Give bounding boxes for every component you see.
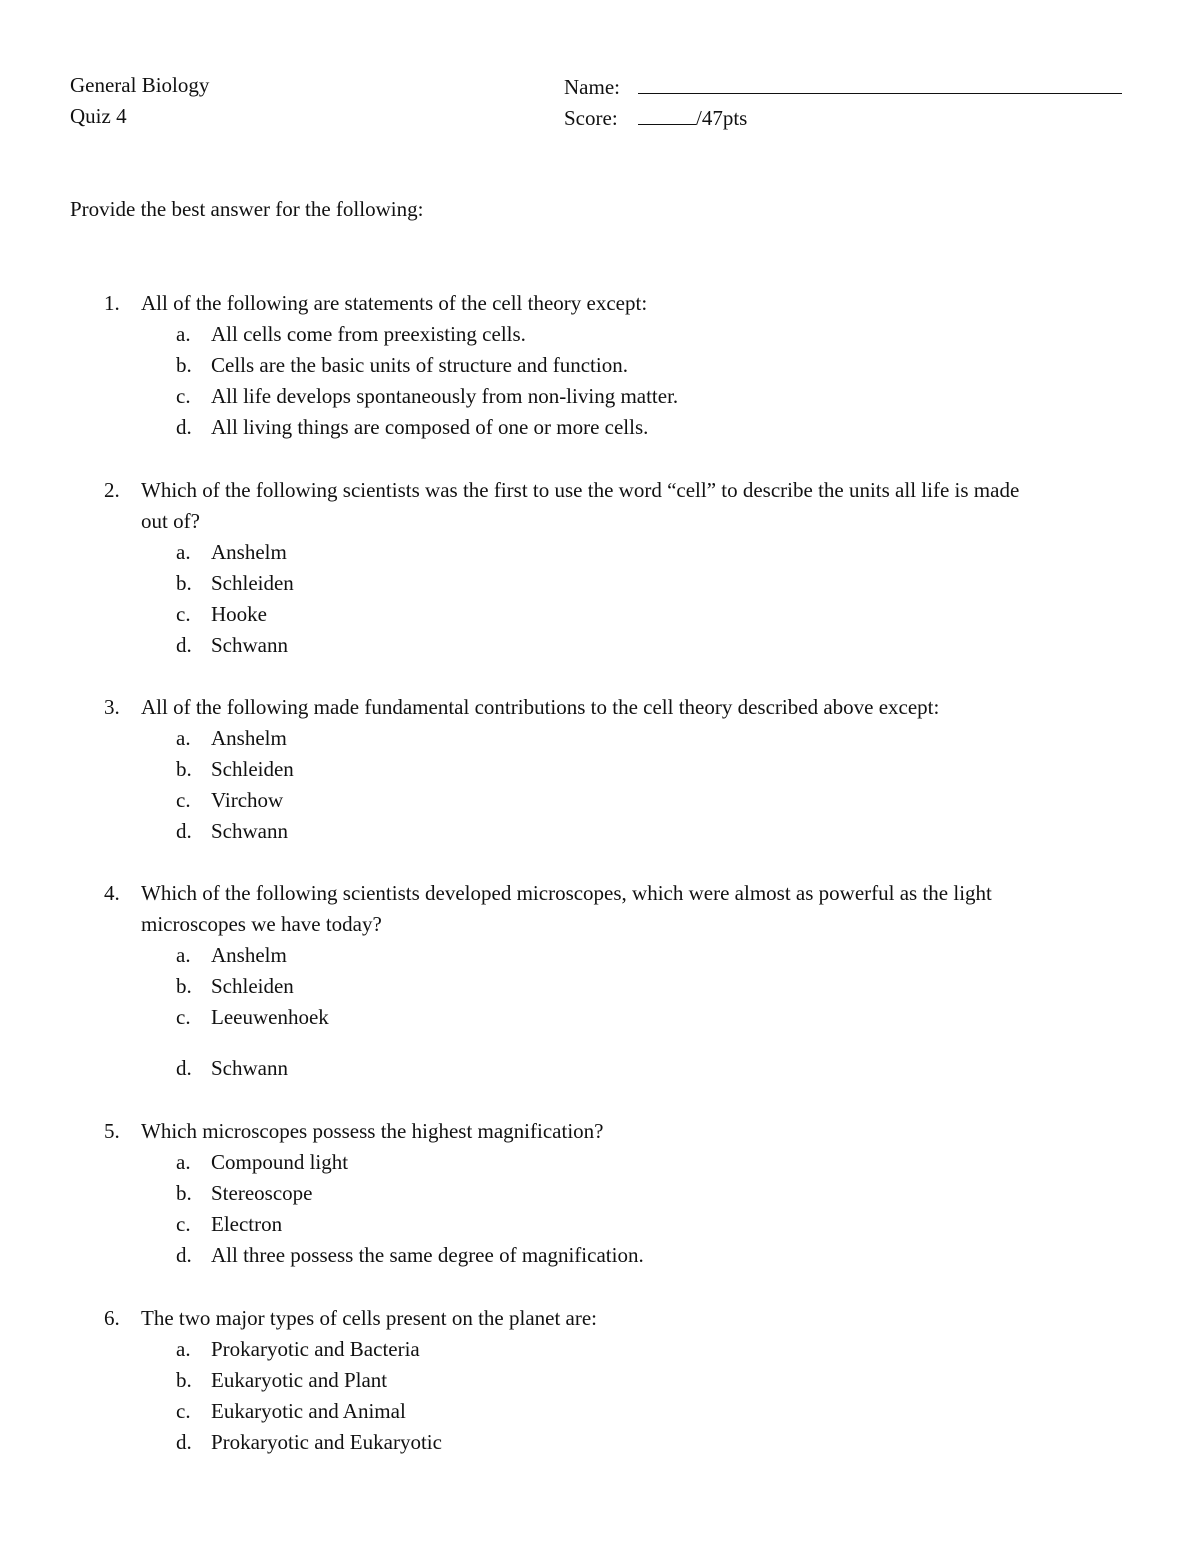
question-text: The two major types of cells present on the planet are: [141,1306,598,1330]
option-a [104,726,1144,757]
question-text: Which of the following scientists developed microscopes, which were almost as powerful as the light [141,881,992,905]
option-letter: a. [176,943,191,967]
option-d [104,633,1144,664]
option-text: Schwann [211,819,288,843]
option-letter: b. [176,757,192,781]
question-3 [104,695,1144,850]
option-text: Schleiden [211,571,294,595]
option-a [104,540,1144,571]
question-text: All of the following made fundamental contributions to the cell theory described above except: [141,695,940,719]
option-c [104,1212,1144,1243]
question-text: All of the following are statements of the cell theory except: [141,291,648,315]
option-a [104,1150,1144,1181]
option-text: Schleiden [211,757,294,781]
option-b [104,1368,1144,1399]
question-4 [104,881,1144,1087]
option-text: Anshelm [211,540,287,564]
option-b [104,757,1144,788]
option-d [104,1243,1144,1274]
option-a [104,322,1144,353]
option-text: Eukaryotic and Animal [211,1399,406,1423]
option-text: Prokaryotic and Eukaryotic [211,1430,442,1454]
option-text: Virchow [211,788,284,812]
option-text: All living things are composed of one or more cells. [211,415,649,439]
option-letter: a. [176,1337,191,1361]
option-text: Cells are the basic units of structure and function. [211,353,628,377]
option-letter: b. [176,1181,192,1205]
option-letter: a. [176,1150,191,1174]
question-text: Which microscopes possess the highest magnification? [141,1119,604,1143]
option-text: Eukaryotic and Plant [211,1368,388,1392]
option-text: Schleiden [211,974,294,998]
question-1 [104,291,1144,446]
option-c [104,1399,1144,1430]
question-number: 4. [104,881,120,905]
option-d [104,415,1144,446]
option-letter: b. [176,353,192,377]
option-c [104,788,1144,819]
question-number: 1. [104,291,120,315]
option-text: Prokaryotic and Bacteria [211,1337,420,1361]
question-6 [104,1306,1144,1461]
option-letter: d. [176,1056,192,1080]
option-text: Schwann [211,633,288,657]
question-number: 2. [104,478,120,502]
option-letter: c. [176,788,191,812]
option-letter: c. [176,384,191,408]
score-row [564,106,1122,137]
course-title: General Biology [70,73,210,97]
option-letter: a. [176,726,191,750]
option-text: All three possess the same degree of magnification. [211,1243,644,1267]
question-5 [104,1119,1144,1274]
question-text: Which of the following scientists was the first to use the word “cell” to describe the units all life is made [141,478,1020,502]
question-2 [104,478,1144,664]
question-number: 5. [104,1119,120,1143]
option-letter: c. [176,1212,191,1236]
option-a [104,943,1144,974]
option-letter: b. [176,974,192,998]
option-letter: a. [176,322,191,346]
option-text: Leeuwenhoek [211,1005,329,1029]
option-d [104,819,1144,850]
option-letter: d. [176,1430,192,1454]
instructions: Provide the best answer for the following: [70,197,424,221]
option-text: Compound light [211,1150,349,1174]
option-letter: b. [176,571,192,595]
question-text-continued: out of? [141,509,200,533]
option-letter: b. [176,1368,192,1392]
option-letter: d. [176,633,192,657]
question-number: 3. [104,695,120,719]
score-blank-line [638,106,696,125]
option-c [104,602,1144,633]
option-letter: d. [176,415,192,439]
document-header-left [70,75,209,137]
option-text: Hooke [211,602,267,626]
option-b [104,353,1144,384]
name-blank-line [638,75,1122,94]
option-letter: d. [176,1243,192,1267]
option-letter: c. [176,1005,191,1029]
option-text: Anshelm [211,726,287,750]
option-text: All life develops spontaneously from non-living matter. [211,384,679,408]
option-d [104,1056,1144,1087]
score-total: /47pts [696,106,748,130]
option-letter: a. [176,540,191,564]
option-c [104,384,1144,415]
option-letter: d. [176,819,192,843]
option-text: Anshelm [211,943,287,967]
option-c [104,1005,1144,1036]
name-row [564,75,1122,106]
option-text: Electron [211,1212,283,1236]
option-letter: c. [176,602,191,626]
option-b [104,974,1144,1005]
document-header-right [564,75,1122,137]
question-number: 6. [104,1306,120,1330]
option-text: Stereoscope [211,1181,313,1205]
name-label: Name: [564,75,620,99]
option-b [104,1181,1144,1212]
option-d [104,1430,1144,1461]
option-letter: c. [176,1399,191,1423]
question-text-continued: microscopes we have today? [141,912,382,936]
option-a [104,1337,1144,1368]
quiz-title: Quiz 4 [70,104,127,128]
option-text: Schwann [211,1056,288,1080]
option-text: All cells come from preexisting cells. [211,322,526,346]
option-b [104,571,1144,602]
score-label: Score: [564,106,618,130]
